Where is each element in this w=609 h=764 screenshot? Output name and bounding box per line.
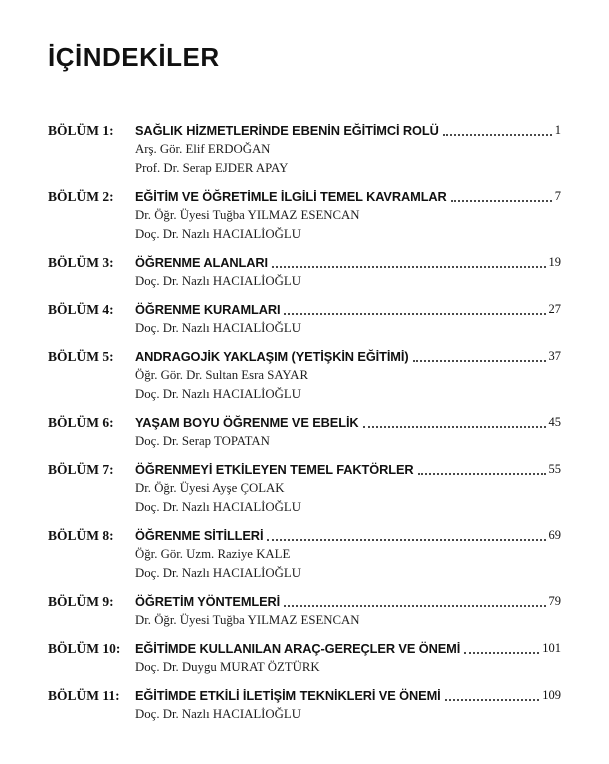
author-line: Öğr. Gör. Uzm. Raziye KALE [135, 547, 291, 561]
toc-entry [48, 413, 561, 451]
chapter-label: BÖLÜM 6: [48, 415, 114, 430]
chapter-title: EĞİTİMDE ETKİLİ İLETİŞİM TEKNİKLERİ VE ÖNEMİ [135, 688, 441, 703]
chapter-label: BÖLÜM 1: [48, 123, 114, 138]
chapter-label: BÖLÜM 9: [48, 594, 114, 609]
toc-entry [48, 300, 561, 338]
author-line: Arş. Gör. Elif ERDOĞAN [135, 142, 271, 156]
author-line: Doç. Dr. Nazlı HACIALİOĞLU [135, 500, 301, 514]
dot-leader [464, 652, 539, 654]
page-number: 37 [548, 349, 561, 363]
author-line: Doç. Dr. Nazlı HACIALİOĞLU [135, 566, 301, 580]
toc-entry [48, 347, 561, 404]
chapter-label: BÖLÜM 4: [48, 302, 114, 317]
author-line: Doç. Dr. Nazlı HACIALİOĞLU [135, 274, 301, 288]
chapter-label: BÖLÜM 8: [48, 528, 114, 543]
chapter-label: BÖLÜM 7: [48, 462, 114, 477]
page-number: 27 [548, 302, 561, 316]
toc-entry [48, 460, 561, 517]
chapter-title: ÖĞRETİM YÖNTEMLERİ [135, 594, 281, 609]
chapter-title: ANDRAGOJİK YAKLAŞIM (YETİŞKİN EĞİTİMİ) [135, 349, 409, 364]
chapter-label: BÖLÜM 11: [48, 688, 120, 703]
toc-entry [48, 253, 561, 291]
toc-entry [48, 592, 561, 630]
page-number: 55 [548, 462, 561, 476]
page-number: 101 [542, 641, 561, 655]
author-line: Doç. Dr. Duygu MURAT ÖZTÜRK [135, 660, 320, 674]
author-line: Doç. Dr. Nazlı HACIALİOĞLU [135, 387, 301, 401]
dot-leader [284, 605, 545, 607]
chapter-title: ÖĞRENME SİTİLLERİ [135, 528, 264, 543]
chapter-label: BÖLÜM 5: [48, 349, 114, 364]
author-line: Doç. Dr. Nazlı HACIALİOĞLU [135, 707, 301, 721]
author-line: Doç. Dr. Serap TOPATAN [135, 434, 270, 448]
dot-leader [363, 426, 546, 428]
dot-leader [272, 266, 546, 268]
chapter-title: SAĞLIK HİZMETLERİNDE EBENİN EĞİTİMCİ ROLÜ [135, 123, 439, 138]
author-line: Dr. Öğr. Üyesi Tuğba YILMAZ ESENCAN [135, 208, 360, 222]
page-number: 69 [548, 528, 561, 542]
page-number: 19 [548, 255, 561, 269]
toc-entry [48, 686, 561, 724]
author-line: Prof. Dr. Serap EJDER APAY [135, 161, 289, 175]
dot-leader [443, 134, 552, 136]
chapter-label: BÖLÜM 2: [48, 189, 114, 204]
dot-leader [418, 473, 546, 475]
chapter-title: EĞİTİMDE KULLANILAN ARAÇ-GEREÇLER VE ÖNEMİ [135, 641, 461, 656]
page-title: İÇİNDEKİLER [48, 42, 220, 72]
page-number: 45 [548, 415, 561, 429]
dot-leader [413, 360, 546, 362]
author-line: Dr. Öğr. Üyesi Ayşe ÇOLAK [135, 481, 285, 495]
toc-entry [48, 526, 561, 583]
toc-entry [48, 121, 561, 178]
author-line: Doç. Dr. Nazlı HACIALİOĞLU [135, 321, 301, 335]
dot-leader [267, 539, 545, 541]
toc-entry [48, 187, 561, 244]
chapter-title: EĞİTİM VE ÖĞRETİMLE İLGİLİ TEMEL KAVRAMLAR [135, 189, 447, 204]
dot-leader [284, 313, 545, 315]
chapter-title: ÖĞRENMEYİ ETKİLEYEN TEMEL FAKTÖRLER [135, 462, 414, 477]
toc-entry [48, 639, 561, 677]
page-number: 109 [542, 688, 561, 702]
page-number: 79 [548, 594, 561, 608]
chapter-title: ÖĞRENME ALANLARI [135, 255, 268, 270]
author-line: Öğr. Gör. Dr. Sultan Esra SAYAR [135, 368, 309, 382]
dot-leader [445, 699, 540, 701]
page-number: 1 [554, 123, 561, 137]
author-line: Dr. Öğr. Üyesi Tuğba YILMAZ ESENCAN [135, 613, 360, 627]
author-line: Doç. Dr. Nazlı HACIALİOĞLU [135, 227, 301, 241]
chapter-label: BÖLÜM 3: [48, 255, 114, 270]
chapter-label: BÖLÜM 10: [48, 641, 121, 656]
chapter-title: YAŞAM BOYU ÖĞRENME VE EBELİK [135, 415, 359, 430]
page-number: 7 [554, 189, 561, 203]
chapter-title: ÖĞRENME KURAMLARI [135, 302, 281, 317]
dot-leader [451, 200, 552, 202]
